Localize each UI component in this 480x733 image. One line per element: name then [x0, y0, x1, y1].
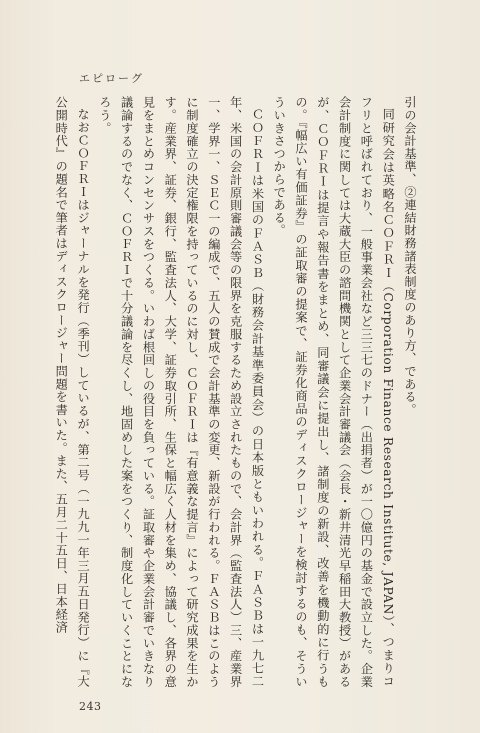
body-text — [54, 96, 420, 688]
page-number: 243 — [79, 700, 102, 713]
paragraph-4: なおＣＯＦＲＩはジャーナルを発行（季刊）しているが、第二号（一九九一年三月五日発行）に『大公開時代』の題名で筆者はディスクロージャー問題を書いた。また、五月二十五日、日本経済 — [54, 96, 91, 688]
paragraph-3: ＣＯＦＲＩは米国のＦＡＳＢ（財務会計基準委員会）の日本版ともいわれる。ＦＡＳＢは一九七二年、米国の会計原則審議会等の限界を克服するため設立されたもので、会計界（監査法人）三、産業界一、学界一、ＳＥＣ一の編成で、五人の賛成で会計基準の変更、新設が行われる。ＦＡＳＢはこのように制度確立の決定権限を持っているのに対し、ＣＯＦＲＩは『有意義な提言』によって研究成果を生かす。産業界、証券、銀行、監査法人、大学、証券取引所、生保と幅広く人材を集め、協議し、各界の意見をまとめコンセンサスをつくる。いわば根回しの役目を負っている。証取審や企業会計審でいきなり議論するのでなく、ＣＯＦＲＩで十分議論を尽くし、地固めした案をつくり、制度化していくことになろう。 — [97, 96, 265, 688]
paragraph-2: 同研究会は英略名ＣＯＦＲＩ（Corporation Finance Research Institute, JAPAN）、つまりコフリと呼ばれており、一般事業会社など三三七のドナー（出捐者）が一〇億円の基金で設立した。企業会計制度に関しては大蔵大臣の諮問機関として企業会計審議会（会長・新井清光早稲田大教授）があるが、ＣＯＦＲＩは提言や報告書をまとめ、同審議会に提出し、諸制度の新設、改善を機動的に行うもの。『幅広い有価証券』の証取審の提案で、証券化商品のディスクロージャーを検討するのも、そういういきさつからである。 — [272, 96, 396, 688]
running-head: エピローグ — [79, 72, 144, 85]
paragraph-1: 引の会計基準、②連結財務諸表制度のあり方、である。 — [403, 96, 417, 416]
